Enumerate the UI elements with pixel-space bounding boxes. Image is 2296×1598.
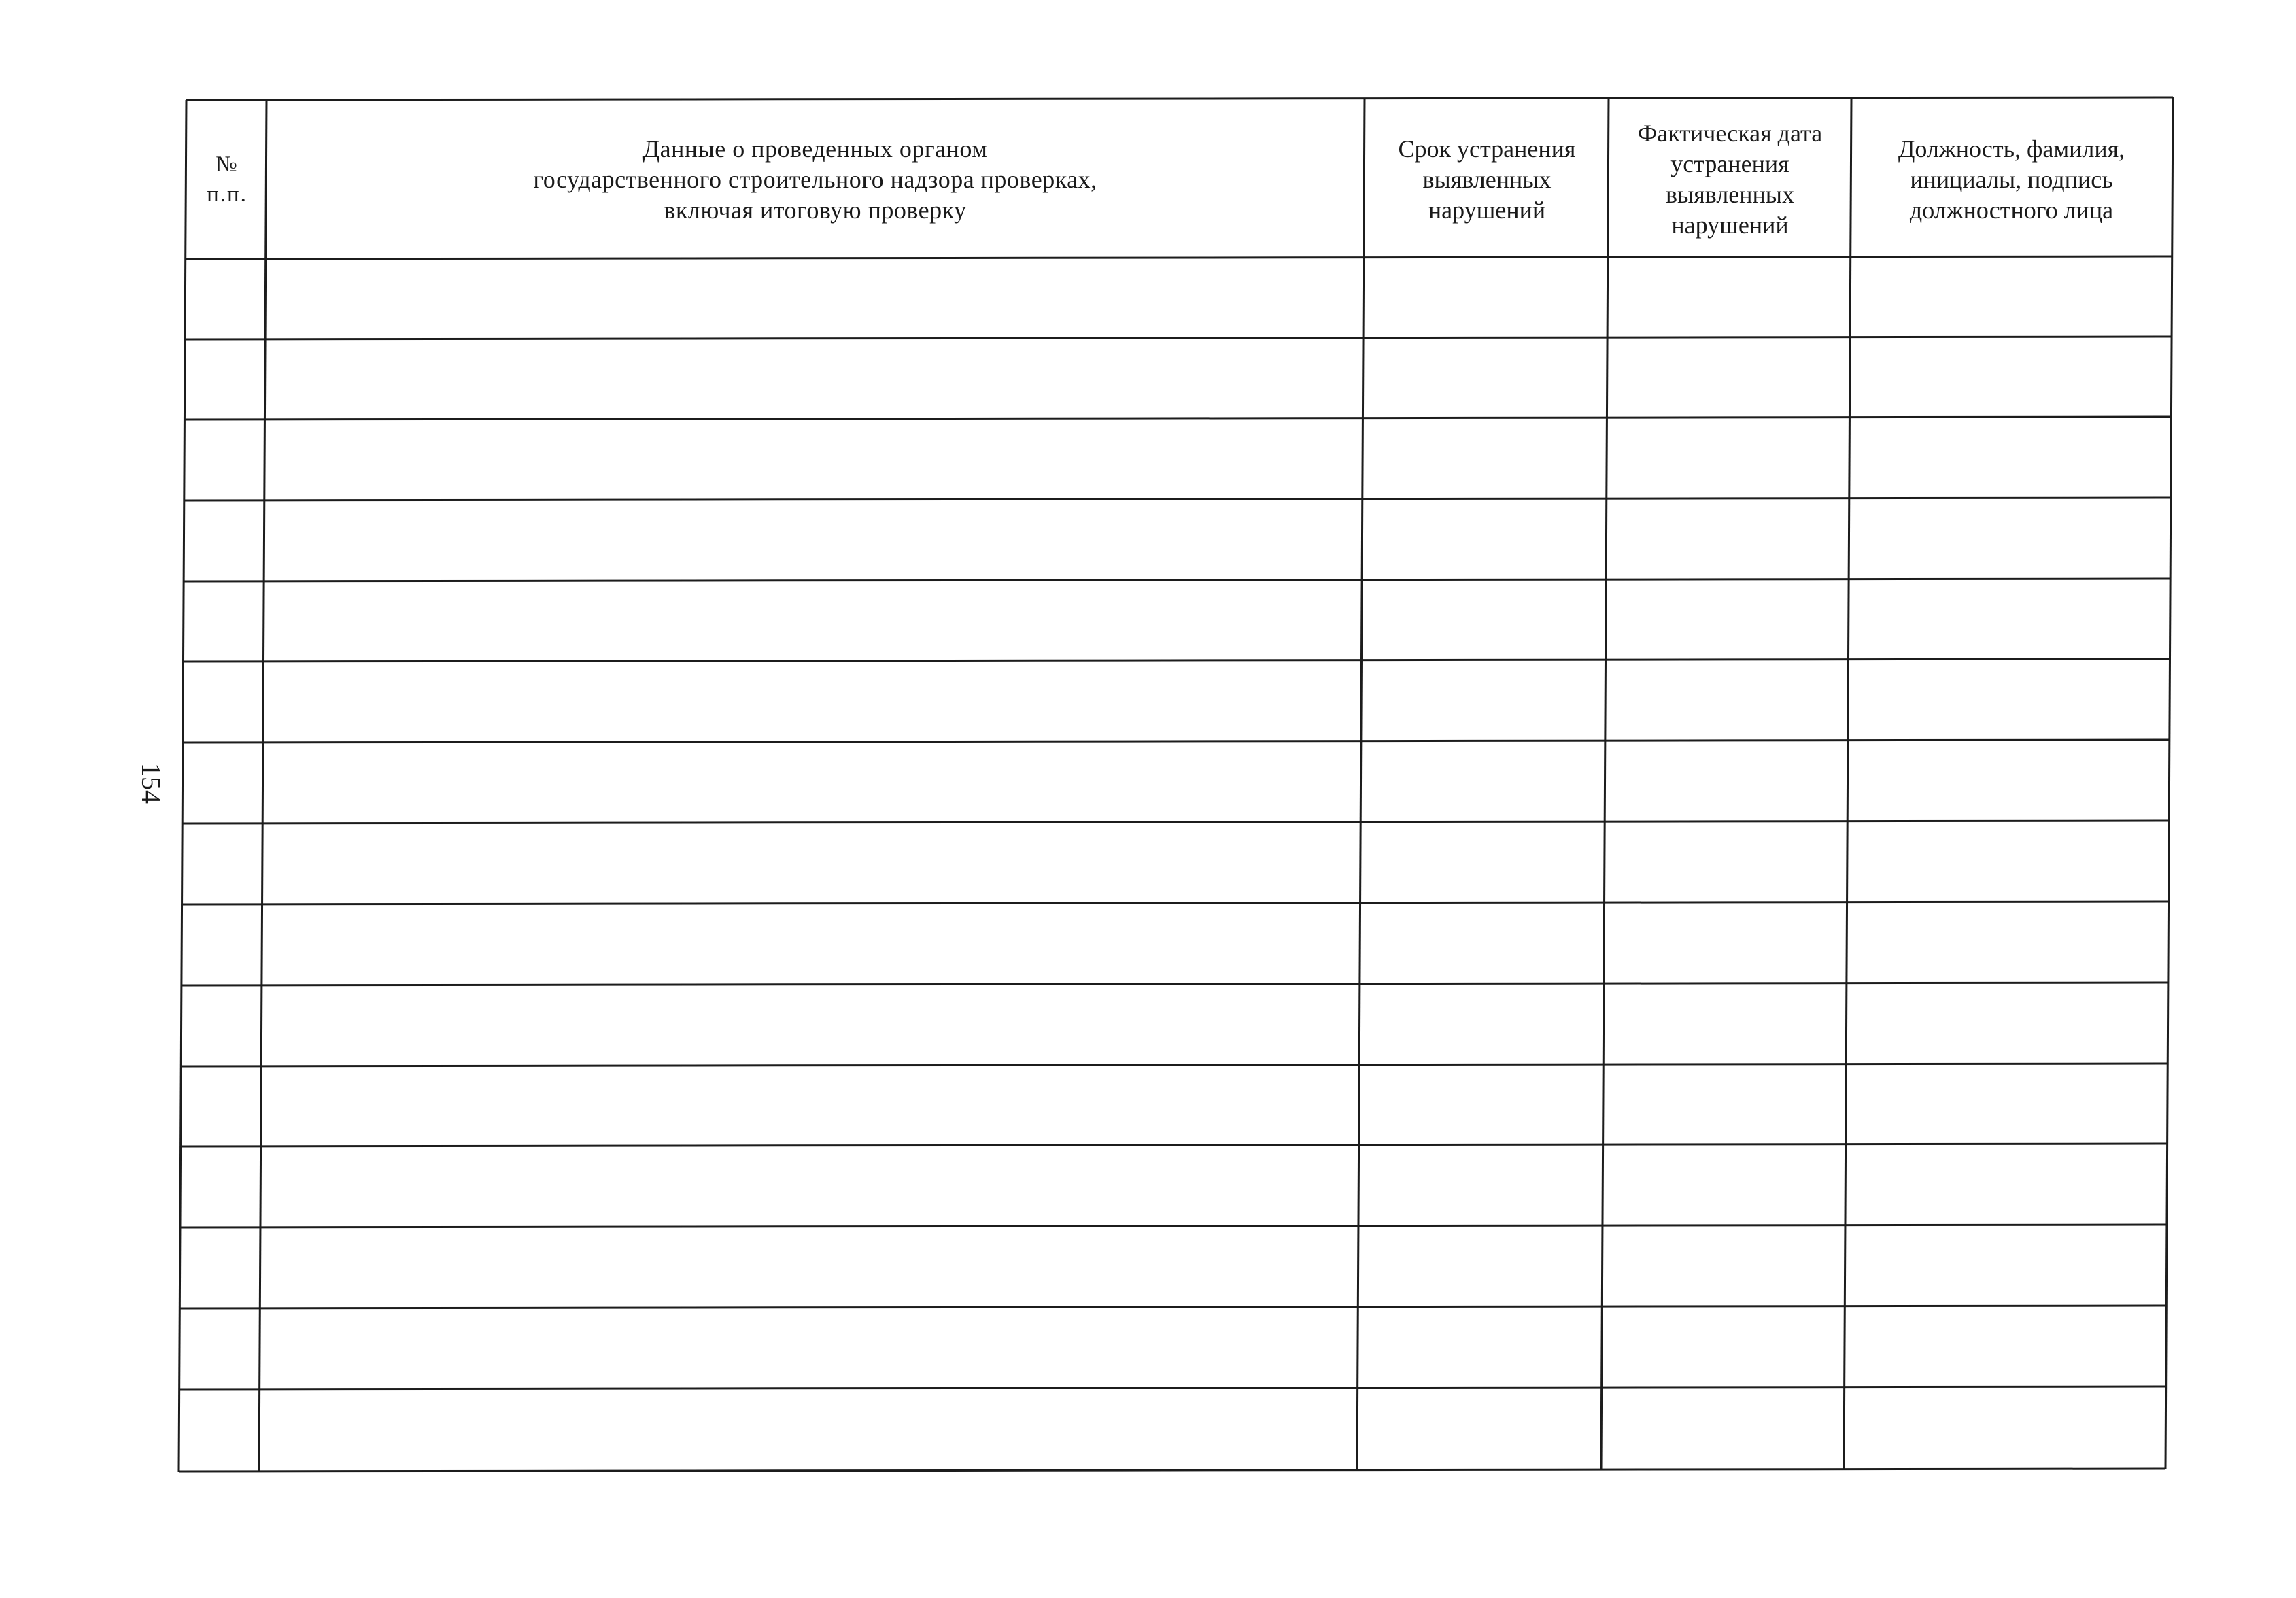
header-inspection-data: Данные о проведенных органом государственного строительного надзора проверках, включая итоговую проверку bbox=[533, 135, 1097, 224]
inspection-data-cell[interactable] bbox=[269, 1311, 1362, 1387]
row-number-cell[interactable] bbox=[189, 745, 264, 821]
actual-date-cell[interactable] bbox=[1611, 1069, 1849, 1144]
official-cell[interactable] bbox=[1854, 988, 2170, 1064]
official-cell[interactable] bbox=[1854, 826, 2170, 902]
row-sep bbox=[185, 337, 2172, 339]
row-sep bbox=[181, 1144, 2168, 1146]
actual-date-cell[interactable] bbox=[1611, 422, 1849, 498]
row-sep bbox=[180, 1225, 2167, 1227]
table-border-top bbox=[186, 97, 2173, 100]
header-actual-elimination-date: Фактическая дата устранения выявленных нарушений bbox=[1637, 120, 1823, 239]
actual-date-cell[interactable] bbox=[1611, 503, 1849, 579]
row-number-cell[interactable] bbox=[189, 988, 264, 1064]
table-border-left bbox=[179, 100, 186, 1472]
row-sep bbox=[182, 1064, 2168, 1066]
row-sep bbox=[184, 659, 2170, 662]
official-cell[interactable] bbox=[1854, 1230, 2170, 1306]
deadline-cell[interactable] bbox=[1367, 988, 1606, 1064]
deadline-cell[interactable] bbox=[1367, 262, 1606, 337]
inspection-data-cell[interactable] bbox=[269, 1069, 1362, 1144]
row-number-cell[interactable] bbox=[189, 1392, 264, 1467]
actual-date-cell[interactable] bbox=[1611, 1230, 1849, 1306]
inspection-data-cell[interactable] bbox=[269, 584, 1362, 659]
actual-date-cell[interactable] bbox=[1611, 988, 1849, 1064]
official-cell[interactable] bbox=[1854, 503, 2170, 579]
deadline-cell[interactable] bbox=[1367, 907, 1606, 983]
row-number-cell[interactable] bbox=[189, 1311, 264, 1387]
actual-date-cell[interactable] bbox=[1611, 1392, 1849, 1467]
page-number: 154 bbox=[136, 763, 167, 804]
deadline-cell[interactable] bbox=[1367, 745, 1606, 821]
deadline-cell[interactable] bbox=[1367, 1311, 1606, 1387]
row-number-cell[interactable] bbox=[189, 422, 264, 498]
row-number-cell[interactable] bbox=[189, 1230, 264, 1306]
deadline-cell[interactable] bbox=[1367, 1392, 1606, 1467]
official-cell[interactable] bbox=[1854, 1069, 2170, 1144]
actual-date-cell[interactable] bbox=[1611, 342, 1849, 417]
official-cell[interactable] bbox=[1854, 1392, 2170, 1467]
row-sep bbox=[185, 417, 2172, 420]
deadline-cell[interactable] bbox=[1367, 584, 1606, 659]
actual-date-cell[interactable] bbox=[1611, 1311, 1849, 1387]
official-cell[interactable] bbox=[1854, 342, 2170, 417]
row-number-cell[interactable] bbox=[189, 503, 264, 579]
row-sep bbox=[184, 740, 2170, 743]
row-sep bbox=[184, 579, 2171, 581]
official-cell[interactable] bbox=[1854, 1311, 2170, 1387]
actual-date-cell[interactable] bbox=[1611, 745, 1849, 821]
deadline-cell[interactable] bbox=[1367, 1069, 1606, 1144]
official-cell[interactable] bbox=[1854, 664, 2170, 740]
inspection-data-cell[interactable] bbox=[269, 262, 1362, 337]
row-number-cell[interactable] bbox=[189, 584, 264, 659]
row-number-cell[interactable] bbox=[189, 826, 264, 902]
deadline-cell[interactable] bbox=[1367, 1230, 1606, 1306]
inspection-data-cell[interactable] bbox=[269, 1230, 1362, 1306]
actual-date-cell[interactable] bbox=[1611, 1149, 1849, 1225]
actual-date-cell[interactable] bbox=[1611, 262, 1849, 337]
row-sep bbox=[183, 821, 2170, 823]
row-number-cell[interactable] bbox=[189, 262, 264, 337]
official-cell[interactable] bbox=[1854, 907, 2170, 983]
row-sep bbox=[184, 498, 2171, 500]
inspection-data-cell[interactable] bbox=[269, 1392, 1362, 1467]
inspection-data-cell[interactable] bbox=[269, 503, 1362, 579]
actual-date-cell[interactable] bbox=[1611, 584, 1849, 659]
inspection-data-cell[interactable] bbox=[269, 664, 1362, 740]
row-number-cell[interactable] bbox=[189, 1069, 264, 1144]
row-number-cell[interactable] bbox=[189, 1149, 264, 1225]
row-sep bbox=[179, 1387, 2166, 1389]
row-sep bbox=[182, 983, 2169, 985]
row-number-cell[interactable] bbox=[189, 664, 264, 740]
inspection-data-cell[interactable] bbox=[269, 988, 1362, 1064]
deadline-cell[interactable] bbox=[1367, 342, 1606, 417]
deadline-cell[interactable] bbox=[1367, 664, 1606, 740]
deadline-cell[interactable] bbox=[1367, 422, 1606, 498]
official-cell[interactable] bbox=[1854, 262, 2170, 337]
deadline-cell[interactable] bbox=[1367, 1149, 1606, 1225]
official-cell[interactable] bbox=[1854, 745, 2170, 821]
row-number-cell[interactable] bbox=[189, 342, 264, 417]
header-official-signature: Должность, фамилия, инициалы, подпись должностного лица bbox=[1898, 135, 2125, 224]
row-sep bbox=[180, 1306, 2167, 1308]
header-number: № п.п. bbox=[207, 152, 247, 207]
inspection-data-cell[interactable] bbox=[269, 826, 1362, 902]
inspection-data-cell[interactable] bbox=[269, 422, 1362, 498]
official-cell[interactable] bbox=[1854, 1149, 2170, 1225]
inspection-data-cell[interactable] bbox=[269, 907, 1362, 983]
deadline-cell[interactable] bbox=[1367, 826, 1606, 902]
official-cell[interactable] bbox=[1854, 584, 2170, 659]
deadline-cell[interactable] bbox=[1367, 503, 1606, 579]
inspection-data-cell[interactable] bbox=[269, 342, 1362, 417]
inspection-data-cell[interactable] bbox=[269, 1149, 1362, 1225]
actual-date-cell[interactable] bbox=[1611, 664, 1849, 740]
header-elimination-deadline: Срок устранения выявленных нарушений bbox=[1398, 135, 1576, 224]
table-border-bottom bbox=[179, 1469, 2165, 1472]
actual-date-cell[interactable] bbox=[1611, 907, 1849, 983]
inspection-data-cell[interactable] bbox=[269, 745, 1362, 821]
row-number-cell[interactable] bbox=[189, 907, 264, 983]
row-sep bbox=[182, 902, 2169, 904]
actual-date-cell[interactable] bbox=[1611, 826, 1849, 902]
official-cell[interactable] bbox=[1854, 422, 2170, 498]
